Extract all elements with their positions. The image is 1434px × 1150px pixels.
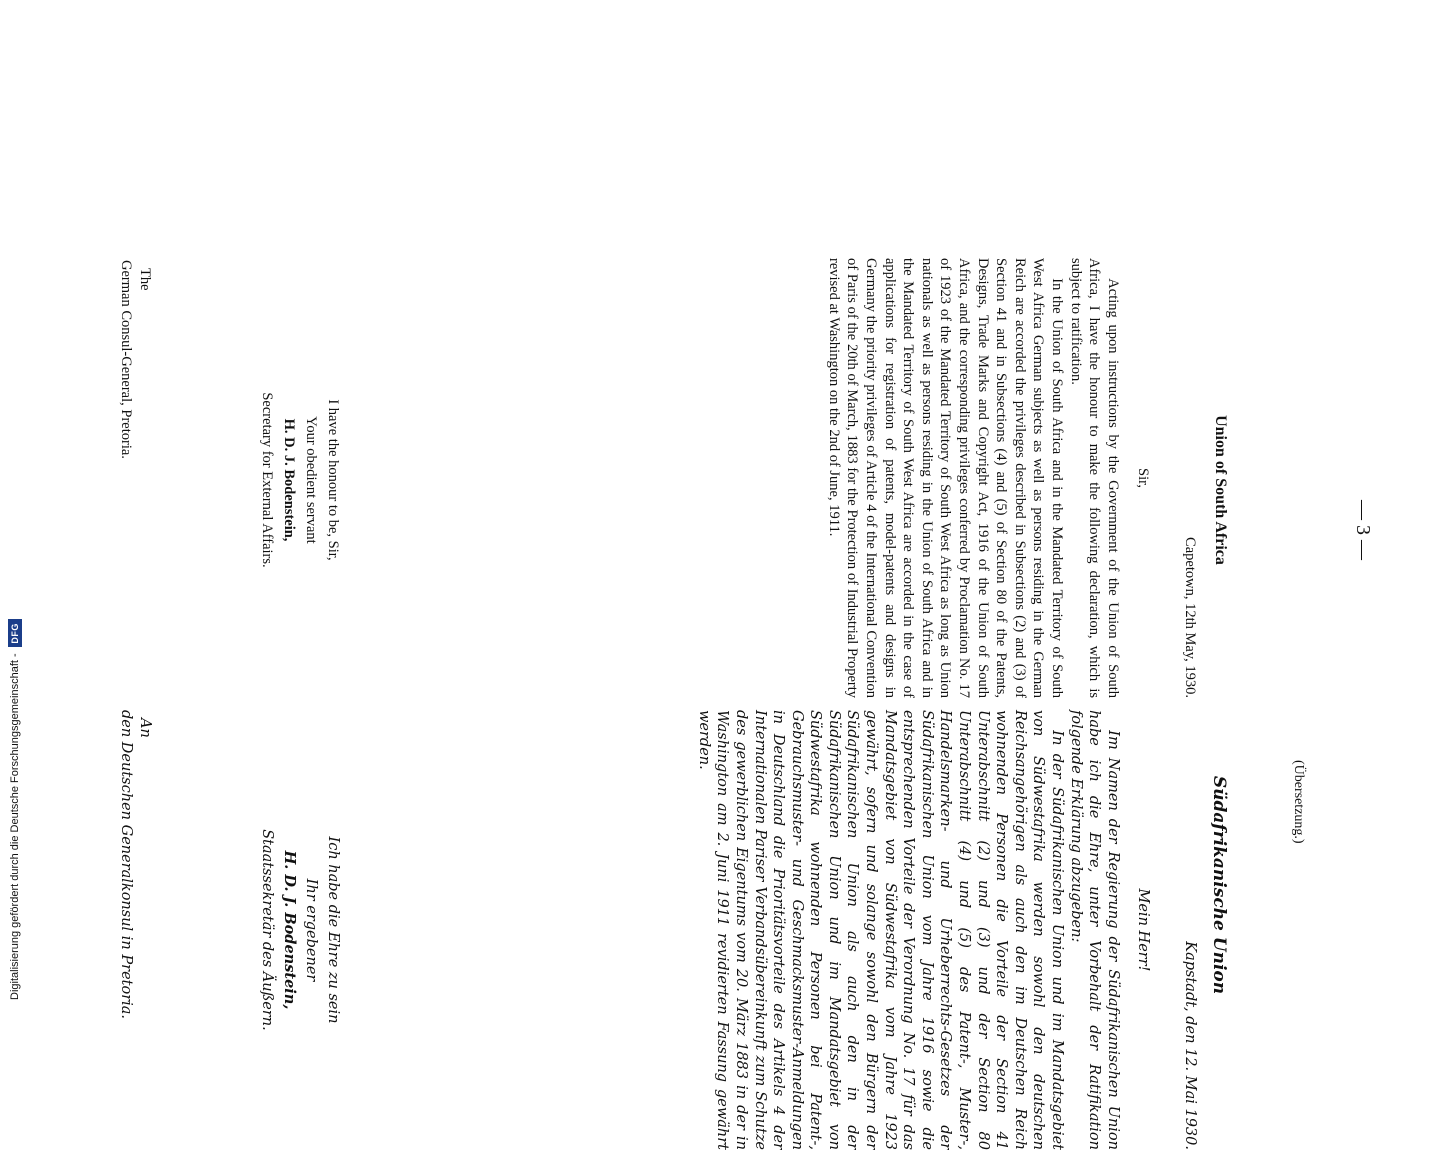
german-salutation: Mein Herr! [1135, 888, 1152, 972]
english-place-date: Capetown, 12th May, 1930. [1182, 537, 1198, 698]
english-column [824, 258, 1199, 698]
english-addressee-line-1: The [137, 268, 153, 291]
german-column [694, 710, 1199, 1150]
english-paragraph-2: In the Union of South Africa and in the Mandated Territory of South West Africa German subjects as well as persons residing in the German Reich are accorded the privileges described in Subsections (2) and (3) of Section 41 and in Subsections (4) and (5) of Section 80 of the Patents, Designs, Trade Marks and Copyright Act, 1916 of the Union of South Africa, and the corresponding privileges conferred by Proclamation No. 17 of 1923 of the Mandated Territory of South West Africa as long as Union nationals as well as persons residing in the Union of South Africa and in the Mandated Territory of South West Africa are accorded in the case of applications for registration of patents, model-patents and designs in Germany the priority privileges of Article 4 of the International Convention of Paris of the 20th of March, 1883 for the Protection of Industrial Property revised at Washington on the 2nd of June, 1911. [825, 258, 1066, 698]
translation-note: (Übersetzung.) [1291, 760, 1306, 844]
english-closing-line: I have the honour to be, Sir, [325, 399, 341, 561]
english-closing-line-2: Your obedient servant [303, 416, 319, 544]
german-addressee [116, 710, 154, 1150]
english-signatory-title: Secretary for External Affairs. [259, 392, 275, 568]
english-addressee [116, 260, 154, 700]
english-signature: H. D. J. Bodenstein, [281, 418, 297, 542]
english-paragraph-1: Acting upon instructions by the Government of the Union of South Africa, I have the honour to make the following declaration, which is subject to ratification. [1067, 258, 1121, 698]
german-closing-line: Ich habe die Ehre zu sein [325, 836, 341, 1024]
page-number: — 3 — [1352, 500, 1374, 560]
german-addressee-line-2: den Deutschen Generalkonsul in Pretoria. [118, 710, 134, 1020]
digitization-credit-text: Digitalisierung gefördert durch die Deutsche Forschungsgemeinschaft - [9, 653, 21, 1000]
english-closing [256, 260, 344, 700]
digitization-credit [4, 0, 26, 1000]
german-closing [256, 710, 344, 1150]
german-closing-line-2: Ihr ergebener [303, 878, 319, 982]
english-addressee-line-2: German Consul-General, Pretoria. [118, 260, 134, 459]
english-title: Union of South Africa [1212, 415, 1229, 565]
german-signatory-title: Staatssekretär des Äußern. [259, 829, 275, 1031]
german-addressee-line-1: An [137, 718, 153, 738]
german-place-date: Kapstadt, den 12. Mai 1930. [1182, 941, 1198, 1150]
german-paragraph-2: In der Südafrikanischen Union und im Mandatsgebiet von Südwestafrika werden sowohl den deutschen Reichsangehörigen als auch den im Deutschen Reich wohnenden Personen die Vorteile der Section 41 Unterabschnitt (2) und (3) und der Section 80 Unterabschnitt (4) und (5) des Patent-, Muster-, Handelsmarken- und Urheberrechts-Gesetzes der Südafrikanischen Union vom Jahre 1916 sowie die entsprechenden Vorteile der Verordnung No. 17 für das Mandatsgebiet von Südwestafrika vom Jahre 1923 gewährt, sofern und solange sowohl den Bürgern der Südafrikanischen Union als auch den in der Südafrikanischen Union und im Mandatsgebiet von Südwestafrika wohnenden Personen bei Patent-, Gebrauchsmuster- und Geschmacksmuster-Anmeldungen in Deutschland die Prioritätsvorteile des Artikels 4 der Internationalen Pariser Verbandsübereinkunft zum Schutze des gewerblichen Eigentums vom 20. März 1883 in der in Washington am 2. Juni 1911 revidierten Fassung gewährt werden. [695, 710, 1066, 1150]
german-paragraph-1: Im Namen der Regierung der Südafrikanischen Union habe ich die Ehre, unter Vorbehalt der Ratifikation folgende Erklärung abzugeben: [1067, 710, 1121, 1150]
dfg-logo-icon: DFG [8, 619, 22, 647]
german-signature: H. D. J. Bodenstein, [281, 850, 298, 1010]
english-salutation: Sir, [1135, 468, 1152, 488]
german-title: Südafrikanische Union [1209, 775, 1229, 995]
